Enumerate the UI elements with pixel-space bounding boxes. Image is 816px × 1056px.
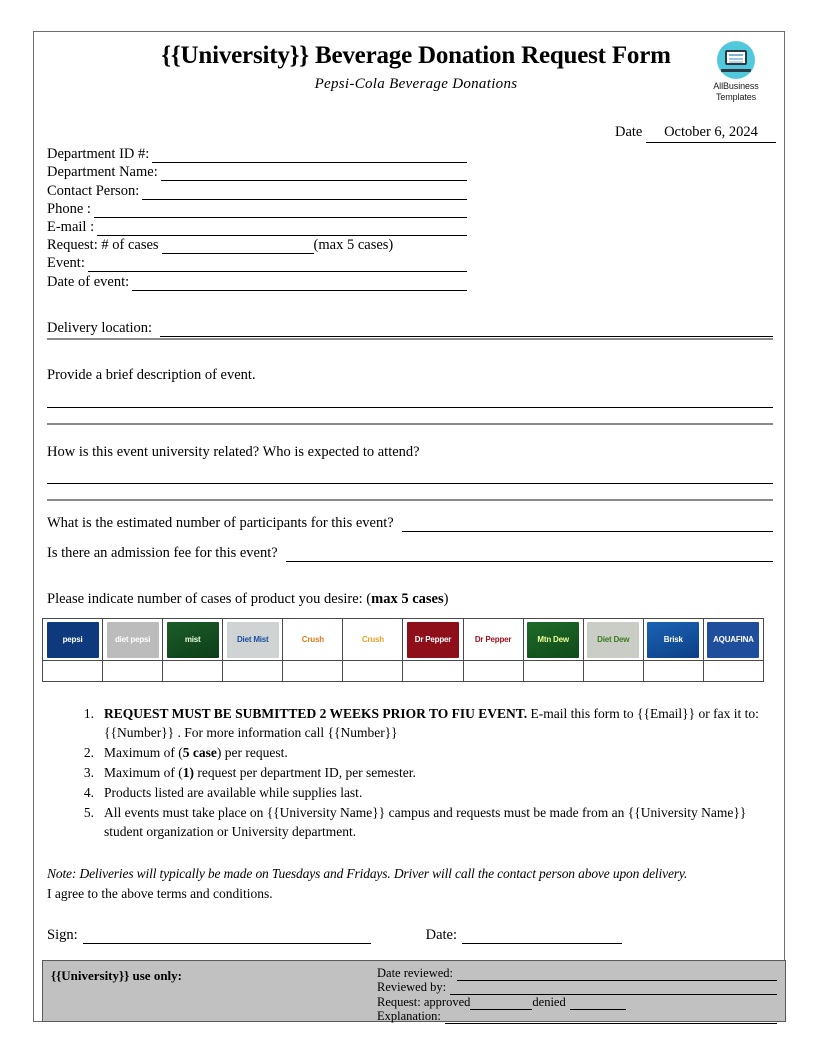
quantity-input-diet-mtn-dew[interactable]	[583, 661, 643, 682]
product-label: Diet Dew	[597, 634, 630, 644]
admission-fee-input[interactable]	[286, 547, 773, 562]
product-label: AQUAFINA	[713, 634, 754, 644]
product-selection-table	[42, 618, 764, 682]
date-value[interactable]: October 6, 2024	[646, 124, 776, 143]
participants-input[interactable]	[402, 517, 773, 532]
question-event-description	[47, 367, 773, 384]
date-of-event-input[interactable]	[132, 276, 467, 291]
agree-line: I agree to the above terms and conditions.	[47, 886, 273, 901]
product-label: Mtn Dew	[537, 634, 569, 644]
event-description-line-2[interactable]	[47, 423, 773, 425]
university-related-label: How is this event university related? Who is expected to attend?	[47, 444, 420, 460]
signature-date-input[interactable]	[462, 929, 622, 944]
delivery-location-line-2[interactable]	[47, 338, 773, 340]
university-related-line-2[interactable]	[47, 499, 773, 501]
product-cell-crush	[283, 619, 343, 661]
office-use-fields	[377, 966, 777, 1024]
quantity-input-dr-pepper[interactable]	[403, 661, 463, 682]
product-instruction-bold: max 5 cases	[371, 591, 444, 607]
reviewed-by-input[interactable]	[450, 983, 777, 995]
short-field-list	[47, 145, 467, 291]
denied-checkbox-line[interactable]	[570, 998, 626, 1010]
product-cell-brisk	[643, 619, 703, 661]
product-cell-sierra-mist	[163, 619, 223, 661]
office-use-only-box	[42, 960, 786, 1022]
list-number: 3.	[83, 765, 94, 780]
rule-3-post: request per department ID, per semester.	[194, 765, 416, 780]
department-id-input[interactable]	[152, 148, 467, 163]
cases-input[interactable]	[162, 239, 314, 254]
form-date	[615, 124, 776, 143]
list-item	[72, 763, 767, 782]
email-input[interactable]	[97, 221, 467, 236]
field-label: Date of event:	[47, 273, 130, 290]
field-date-reviewed	[377, 966, 777, 981]
product-cell-pepsi	[43, 619, 103, 661]
product-cell-diet-crush	[343, 619, 403, 661]
quantity-input-diet-pepsi[interactable]	[103, 661, 163, 682]
office-use-title: {{University}} use only:	[51, 968, 182, 983]
list-item	[72, 803, 767, 841]
delivery-location-label: Delivery location:	[47, 320, 153, 336]
rule-1-rest: E-mail this form to {{Email}} or fax it to: {{Number}} . For more information call {{Number}}	[104, 706, 759, 740]
product-label: Crush	[301, 634, 324, 644]
product-label: Crush	[361, 634, 384, 644]
signature-row	[47, 927, 647, 944]
product-label: Dr Pepper	[414, 634, 452, 644]
quantity-input-diet-sierra-mist[interactable]	[223, 661, 283, 682]
reviewed-by-label: Reviewed by:	[377, 980, 447, 994]
event-description-line-1[interactable]	[47, 407, 773, 408]
rule-2-post: ) per request.	[216, 745, 288, 760]
product-cell-aquafina	[703, 619, 763, 661]
quantity-input-aquafina[interactable]	[703, 661, 763, 682]
rule-3-pre: Maximum of (	[104, 765, 183, 780]
page-subtitle: Pepsi-Cola Beverage Donations	[314, 75, 518, 92]
list-number: 2.	[83, 745, 94, 760]
product-cell-diet-dr-pepper	[463, 619, 523, 661]
field-label: Event:	[47, 255, 85, 272]
field-department-name	[47, 163, 467, 181]
list-item	[72, 783, 767, 802]
max-cases-note: (max 5 cases)	[313, 237, 394, 254]
product-label: Dr Pepper	[474, 634, 512, 644]
signature-date-label: Date:	[425, 927, 458, 943]
rule-2-bold: 5 case	[182, 745, 217, 760]
quantity-input-pepsi[interactable]	[43, 661, 103, 682]
terms-list	[72, 704, 767, 842]
quantity-input-diet-dr-pepper[interactable]	[463, 661, 523, 682]
product-instruction	[47, 591, 773, 608]
list-number: 1.	[83, 706, 94, 721]
quantity-input-mtn-dew[interactable]	[523, 661, 583, 682]
field-department-id	[47, 145, 467, 163]
approved-checkbox-line[interactable]	[470, 998, 532, 1010]
delivery-note	[47, 864, 773, 904]
request-approved-label: Request: approved	[377, 994, 471, 1009]
field-label: Phone :	[47, 200, 91, 217]
field-label: Department ID #:	[47, 146, 150, 163]
field-reviewed-by	[377, 981, 777, 996]
explanation-input[interactable]	[445, 1012, 777, 1024]
sign-label: Sign:	[47, 927, 78, 943]
quantity-input-brisk[interactable]	[643, 661, 703, 682]
date-label: Date	[615, 124, 643, 140]
contact-person-input[interactable]	[142, 185, 467, 200]
quantity-input-diet-crush[interactable]	[343, 661, 403, 682]
product-label: pepsi	[62, 634, 83, 644]
list-item	[72, 704, 767, 742]
rule-5-text: All events must take place on {{University Name}} campus and requests must be made from an {{University Name}} student organization or University department.	[104, 805, 747, 839]
field-number-of-cases	[47, 236, 467, 254]
field-label: Request: # of cases	[47, 237, 159, 254]
field-label: Contact Person:	[47, 182, 140, 199]
question-delivery-location	[47, 320, 773, 337]
product-cell-dr-pepper	[403, 619, 463, 661]
allbusiness-templates-logo	[705, 41, 767, 102]
product-label: Brisk	[663, 634, 683, 644]
laptop-icon	[717, 41, 755, 79]
quantity-input-sierra-mist[interactable]	[163, 661, 223, 682]
date-reviewed-label: Date reviewed:	[377, 965, 454, 980]
product-instruction-prefix: Please indicate number of cases of product you desire: (	[47, 591, 372, 607]
participants-label: What is the estimated number of participants for this event?	[47, 515, 394, 531]
field-label: E-mail :	[47, 218, 95, 235]
product-instruction-suffix: )	[443, 591, 449, 607]
question-university-related	[47, 444, 773, 461]
list-number: 4.	[83, 785, 94, 800]
explanation-label: Explanation:	[377, 1009, 441, 1023]
rule-2-pre: Maximum of (	[104, 745, 183, 760]
field-explanation	[377, 1010, 777, 1025]
product-label: mist	[184, 634, 201, 644]
phone-input[interactable]	[94, 203, 467, 218]
note-italic-line: Note: Deliveries will typically be made on Tuesdays and Fridays. Driver will call the contact person above upon delivery.	[47, 866, 688, 881]
product-logo-row	[43, 619, 764, 661]
quantity-input-crush[interactable]	[283, 661, 343, 682]
field-email	[47, 218, 467, 236]
product-cell-mtn-dew	[523, 619, 583, 661]
admission-fee-label: Is there an admission fee for this event?	[47, 545, 278, 561]
product-quantity-row	[43, 661, 764, 682]
product-cell-diet-pepsi	[103, 619, 163, 661]
field-contact-person	[47, 181, 467, 199]
university-related-line-1[interactable]	[47, 483, 773, 484]
delivery-location-input[interactable]	[160, 322, 773, 337]
field-event	[47, 254, 467, 272]
document-header	[34, 42, 784, 93]
rule-4-text: Products listed are available while supplies last.	[104, 785, 363, 800]
field-request-status	[377, 995, 777, 1010]
field-date-of-event	[47, 272, 467, 290]
product-label: diet pepsi	[114, 634, 151, 644]
logo-line-2: Templates	[715, 91, 757, 102]
list-item	[72, 743, 767, 762]
signature-input[interactable]	[83, 929, 371, 944]
denied-label: denied	[532, 994, 566, 1009]
date-reviewed-input[interactable]	[457, 969, 777, 981]
page-title: {{University}} Beverage Donation Request Form	[161, 42, 671, 69]
product-cell-diet-sierra-mist	[223, 619, 283, 661]
event-input[interactable]	[88, 257, 467, 272]
field-label: Department Name:	[47, 164, 158, 181]
product-cell-diet-mtn-dew	[583, 619, 643, 661]
field-phone	[47, 200, 467, 218]
product-label: Diet Mist	[236, 634, 269, 644]
question-admission-fee	[47, 545, 773, 562]
document-page	[33, 31, 785, 1022]
list-number: 5.	[83, 805, 94, 820]
rule-1-bold: REQUEST MUST BE SUBMITTED 2 WEEKS PRIOR TO FIU EVENT.	[104, 706, 528, 721]
rule-3-bold: 1)	[182, 765, 194, 780]
event-description-label: Provide a brief description of event.	[47, 367, 256, 383]
department-name-input[interactable]	[161, 166, 467, 181]
question-participants	[47, 515, 773, 532]
logo-line-1: AllBusiness	[713, 81, 759, 91]
